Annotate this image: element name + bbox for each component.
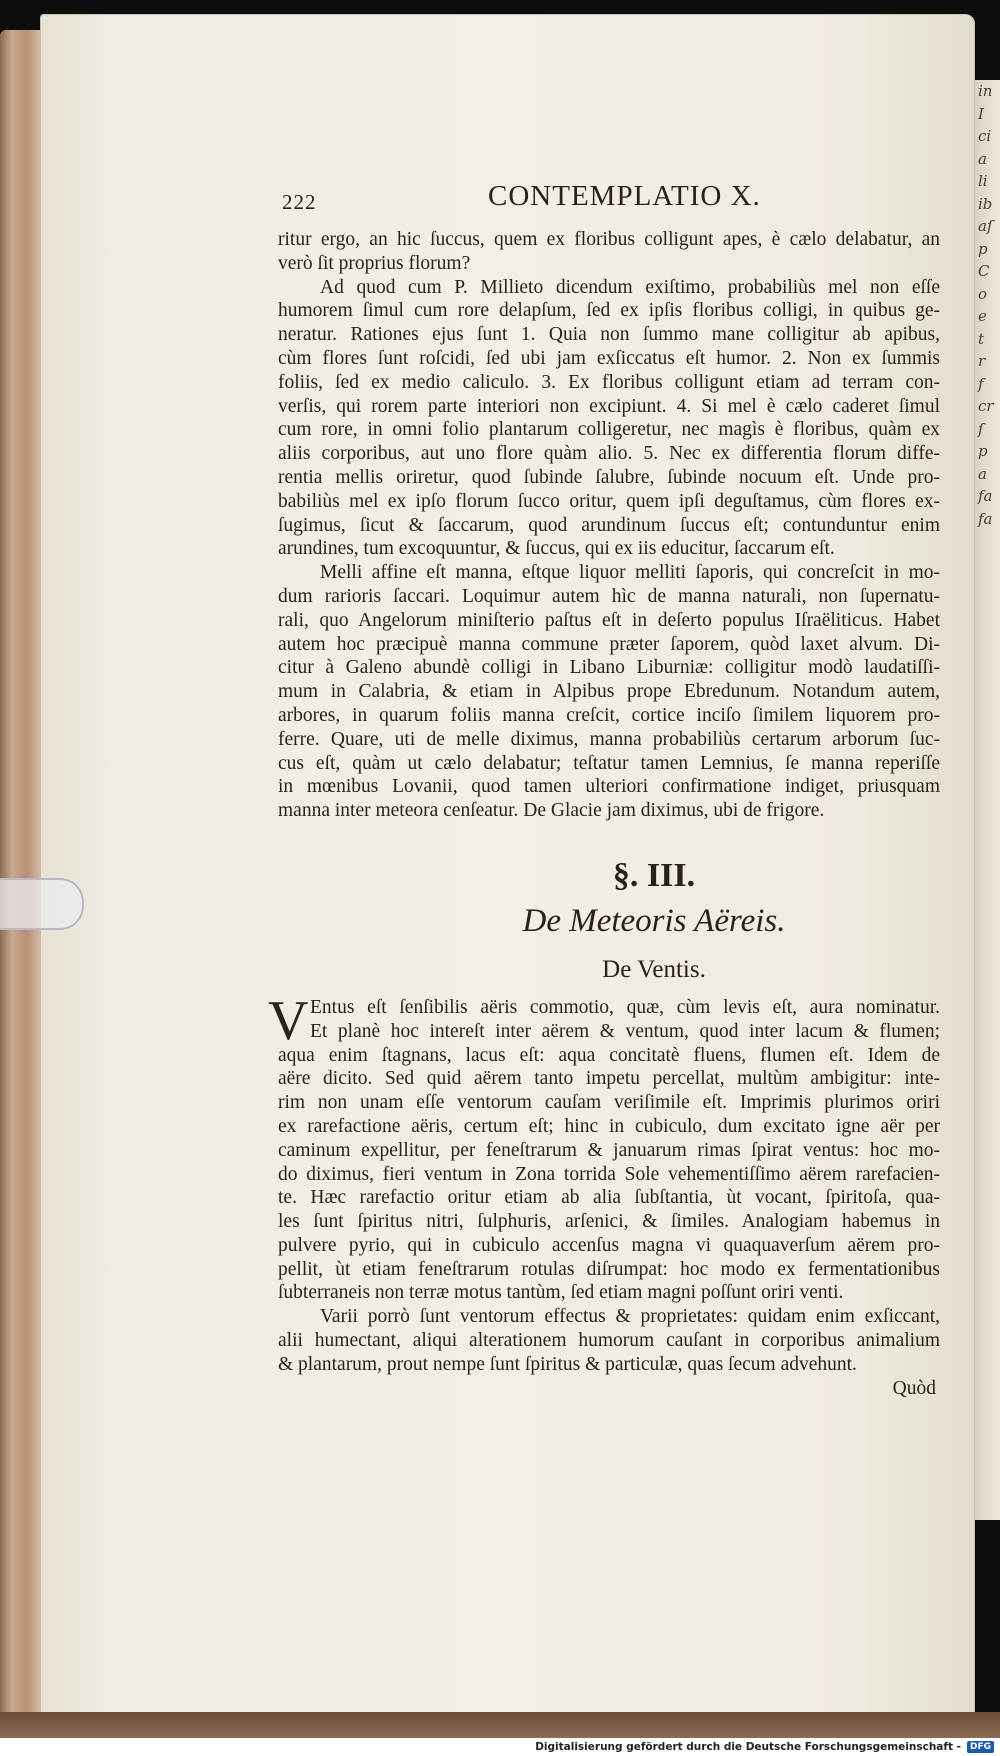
text-line: Et planè hoc intereſt inter aërem & ventum, quod inter lacum & flumen; (310, 1020, 940, 1042)
facing-page-fragment: a (978, 464, 987, 483)
facing-page-fragment: cr (978, 397, 994, 415)
section-title: De Meteoris Aëreis. (522, 902, 786, 939)
facing-page-fragment: C (978, 262, 990, 280)
page-marker-tab[interactable] (0, 878, 84, 930)
text-line: caminum expellitur, per feneſtrarum & januarum rimas ſpirat ventus: hoc mo- (278, 1139, 940, 1161)
footer-credit: Digitalisierung gefördert durch die Deutsche Forschungsgemeinschaft - (535, 1741, 961, 1753)
text-line: te. Hæc rarefactio oritur etiam ab alia ſubſtantia, ùt vocant, ſpiritoſa, qua- (278, 1187, 940, 1209)
text-line: neratur. Rationes ejus ſunt 1. Quia non ſummo mane colligitur ab apibus, (278, 324, 940, 346)
text-line: ſugimus, ſicut & ſaccarum, quod arundinum ſuccus eſt; contunduntur enim (278, 514, 940, 536)
drop-cap: V (268, 989, 309, 1052)
facing-page-fragment: fa (978, 509, 993, 528)
facing-page-fragment: a (978, 149, 987, 168)
facing-page-fragment: ci (978, 127, 992, 145)
facing-page-fragment: o (978, 284, 988, 303)
page-number: 222 (282, 190, 317, 214)
text-line: rim non unam eſſe ventorum cauſam veriſimile eſt. Imprimis plurimos oriri (278, 1092, 940, 1114)
text-line: manna inter meteora cenſeatur. De Glacie jam diximus, ubi de frigore. (278, 800, 825, 822)
text-line: Ad quod cum P. Millieto dicendum exiſtimo, probabiliùs mel non eſſe (320, 276, 940, 298)
running-title: CONTEMPLATIO X. (488, 180, 761, 212)
facing-page-fragment: p (978, 239, 988, 258)
facing-page-fragment: t (978, 329, 985, 348)
facing-page-fragment: in (978, 82, 993, 100)
book-cover-edge (0, 1712, 1000, 1738)
text-line: aëre dicito. Sed quid aërem tanto impetu percellat, multùm ambigitur: inte- (278, 1068, 940, 1090)
text-line: ſubterraneis non terræ motus tantùm, ſed etiam magni poſſunt oriri venti. (278, 1282, 844, 1304)
facing-page-fragment: e (978, 307, 987, 325)
dfg-logo-icon: DFG (967, 1741, 994, 1753)
text-line: in mœnibus Lovanii, quod tamen ulteriori confirmatione indiget, priusquam (278, 776, 940, 798)
text-line: cum rore, in omni folio plantarum colligeretur, nec magìs è floribus, quàm ex (278, 419, 940, 441)
text-line: ritur ergo, an hic ſuccus, quem ex floribus colligunt apes, è cælo delabatur, an (278, 229, 940, 250)
text-line: pulvere pyrio, qui in cubiculo accenſus magna vi quaquaverſum aërem pro- (278, 1234, 940, 1256)
text-line: foliis, ſed ex medio caliculo. 3. Ex floribus colligunt etiam ad terram con- (278, 371, 940, 393)
text-line: rentia mellis oriretur, quod ſubinde ſalubre, ſubinde nocuum eſt. Unde pro- (278, 466, 940, 488)
text-line: dum rarioris ſaccari. Loquimur autem hìc de manna naturali, non ſupernatu- (278, 585, 940, 607)
section-number: §. III. (612, 856, 696, 894)
subsection-heading: De Ventis. (602, 955, 706, 983)
text-line: alii humectant, aliqui alterationem humorum cauſant in corporibus animalium (278, 1330, 940, 1352)
text-line: Melli affine eſt manna, eſtque liquor melliti ſaporis, qui concreſcit in mo- (320, 562, 940, 584)
digitization-footer (0, 1738, 1000, 1756)
text-line: rali, quo Angelorum miniſterio paſtus eſt in deſerto populus Iſraëliticus. Habet (278, 609, 940, 631)
paragraph-block-mel-manna (278, 228, 940, 823)
facing-page-strip (975, 80, 1000, 1520)
page-header (278, 180, 940, 228)
text-line: mum in Calabria, & etiam in Alpibus prope Ebredunum. Notandum autem, (278, 681, 940, 703)
catchword: Quòd (892, 1377, 936, 1399)
facing-page-fragment: fa (978, 487, 993, 505)
facing-page-fragment: I (978, 104, 984, 123)
text-line: pellit, ùt etiam feneſtrarum rotulas diſrumpat: hoc modo ex fermentationibus (278, 1258, 940, 1280)
page-text (268, 180, 940, 1401)
text-line: les ſunt ſpiritus nitri, ſulphuris, arſenici, & ſimiles. Analogiam habemus in (278, 1211, 940, 1233)
text-line: verſis, qui rorem parte interiori non excipiunt. 4. Si mel è cælo caderet ſimul (278, 395, 940, 417)
text-line: babiliùs mel ex ipſo florum ſucco oritur, quem ipſi deguſtamus, cùm flores ex- (278, 490, 940, 512)
facing-page-fragment: ſ (978, 419, 984, 438)
text-line: cus eſt, quàm ut cælo delabatur; teſtatur tamen Lemnius, ſe manna reperiſſe (278, 752, 940, 774)
text-line: aliis corporibus, aut uno flore quàm alio. 5. Nec ex differentia florum diffe- (278, 443, 940, 465)
text-line: cùm flores ſunt roſcidi, ſed ubi jam exſiccatus eſt humor. 2. Non ex ſummis (278, 347, 940, 369)
text-line: verò ſit proprius florum? (278, 252, 471, 274)
text-line: Entus eſt ſenſibilis aëris commotio, quæ, cùm levis eſt, aura nominatur. (310, 996, 940, 1018)
text-line: ferre. Quare, uti de melle diximus, manna probabiliùs certarum arborum ſuc- (278, 728, 940, 750)
text-line: do diximus, fieri ventum in Zona torrida Sole vehementiſſimo aërem rarefacien- (278, 1163, 940, 1185)
text-line: arbores, in quarum foliis manna creſcit, cortice inciſo ſimilem liquorem pro- (278, 704, 940, 726)
facing-page-fragment: li (978, 172, 988, 190)
text-line: aqua enim ſtagnans, lacus eſt: aqua concitatè fluens, flumen eſt. Idem de (278, 1044, 940, 1066)
text-line: arundines, tum excoquuntur, & ſuccus, qui ex iis educitur, ſaccarum eſt. (278, 538, 835, 560)
text-line: ex rarefactione aëris, certum eſt; hinc in cubiculo, dum excitato igne aër per (278, 1115, 940, 1137)
facing-page-fragment: f (978, 374, 984, 393)
paragraph-block-venti (268, 989, 940, 1377)
facing-page-fragment: p (978, 442, 988, 460)
text-line: citur à Galeno abundè colligi in Libano Liburniæ: colligitur modò laudatiſſi- (278, 657, 940, 679)
facing-page-fragment: r (978, 352, 986, 370)
text-line: autem hoc præcipuè manna commune præter ſaporem, quòd laxet alvum. Di- (278, 633, 940, 655)
text-line: Varii porrò ſunt ventorum effectus & proprietates: quidam enim exſiccant, (320, 1306, 940, 1328)
text-line: humorem ſimul cum rore delapſum, ſed ex ipſis floribus colligi, in quibus ge- (278, 300, 940, 322)
facing-page-fragment: aſ (978, 217, 993, 235)
facing-page-fragment: ib (978, 194, 993, 213)
text-line: & plantarum, prout nempe ſunt ſpiritus & particulæ, quas ſecum advehunt. (278, 1353, 857, 1375)
